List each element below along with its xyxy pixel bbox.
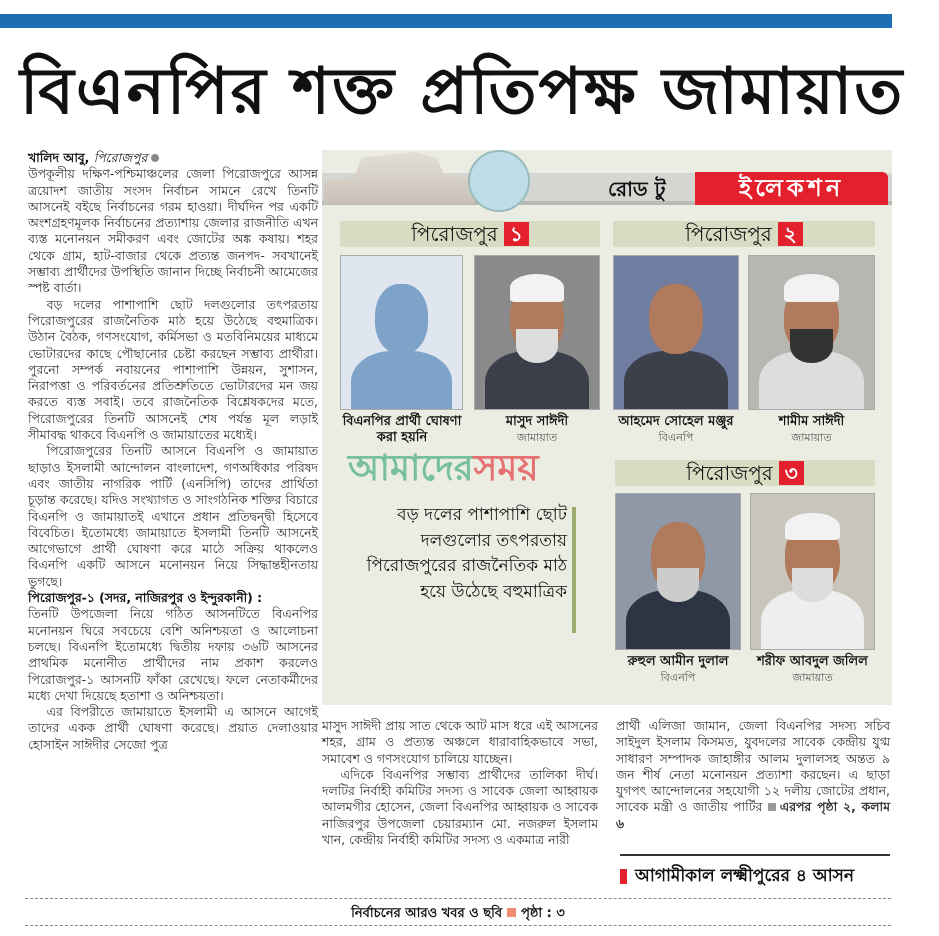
candidate-name: মাসুদ সাঈদী <box>505 414 569 429</box>
seat-name: পিরোজপুর <box>411 222 498 246</box>
candidate-name: বিএনপির প্রার্থী ঘোষণা করা হয়নি <box>342 414 462 445</box>
right-column <box>616 718 890 832</box>
top-color-bar <box>0 14 892 28</box>
footer-more-news[interactable] <box>25 904 891 925</box>
candidate-party: জামায়াত <box>791 431 832 444</box>
candidate-photo <box>615 493 741 650</box>
watermark-part: সময় <box>473 448 539 489</box>
seat-number: ২ <box>778 222 803 246</box>
candidate-card <box>474 414 600 445</box>
byline-author: খালিদ আবু, <box>28 150 90 165</box>
candidate-party: বিএনপি <box>658 431 694 444</box>
paragraph: মাসুদ সাঈদী প্রায় সাত থেকে আট মাস ধরে এই আসনের শহর, গ্রাম ও প্রত্যন্ত অঞ্চলে ধারাবাহিকভাবে সভা, সমাবেশ ও গণসংযোগ চালিয়ে যাচ্ছেন। <box>322 718 598 766</box>
byline <box>28 150 318 166</box>
candidate-name: রুহুল আমীন দুলাল <box>627 654 729 669</box>
divider <box>25 898 891 899</box>
seat-header-3 <box>615 460 875 486</box>
seat-header-2 <box>613 221 875 247</box>
left-column <box>28 150 318 753</box>
byline-place: পিরোজপুর <box>93 150 148 165</box>
watermark-logo <box>348 446 593 492</box>
candidate-photo-placeholder <box>340 255 463 410</box>
paragraph: তিনটি উপজেলা নিয়ে গঠিত আসনটিতে বিএনপির মনোনয়ন ঘিরে সবচেয়ে বেশি অনিশ্চয়তা ও আলোচনা চলছে। বিএনপি ইতোমধ্যে দ্বিতীয় দফায় ৩৬টি আসনের প্রাথমিক মনোনীত প্রার্থীদের নাম প্রকাশ করলেও পিরোজপুর-১ আসনটি ফাঁকা রেখেছে। ফলে নেতাকর্মীদের মধ্যে দেখা দিয়েছে হতাশা ও অনিশ্চয়তা। <box>28 606 318 703</box>
seat-name: পিরোজপুর <box>686 461 773 485</box>
paragraph: এর বিপরীতে জামায়াতে ইসলামী এ আসনে আগেই তাদের একক প্রার্থী ঘোষণা করেছে। প্রয়াত দেলাওয়ার হোসাইন সাঈদীর সেজো পুত্র <box>28 704 318 752</box>
candidate-photo <box>613 255 739 410</box>
paragraph: উপকূলীয় দক্ষিণ-পশ্চিমাঞ্চলের জেলা পিরোজপুরে আসন্ন ত্রয়োদশ জাতীয় সংসদ নির্বাচন সামনে রেখে তিনটি আসনেই বইছে নির্বাচনের গরম হাওয়া। দীর্ঘদিন পর একটি অংশগ্রহণমূলক নির্বাচনের প্রত্যাশায় জেলার রাজনীতি এখন ব্যস্ত মনোনয়ন সমীকরণ এবং জোটের অঙ্ক কষায়। শহর থেকে গ্রাম, হাট-বাজার থেকে প্রত্যন্ত জনপদ- সবখানেই সম্ভাব্য প্রার্থীদের উপস্থিতি জানান দিচ্ছে নির্বাচনী আমেজের স্পষ্ট বার্তা। <box>28 166 318 296</box>
candidate-name: আহমেদ সোহেল মঞ্জুর <box>618 414 734 429</box>
candidate-party: বিএনপি <box>660 671 696 684</box>
continued-text[interactable]: এরপর পৃষ্ঠা ২, কলাম ৬ <box>616 799 890 831</box>
footer-text: নির্বাচনের আরও খবর ও ছবি <box>351 906 503 921</box>
seat-number: ৩ <box>779 461 804 485</box>
watermark-part: আমাদের <box>348 448 474 489</box>
paragraph: পিরোজপুরের তিনটি আসনে বিএনপি ও জামায়াত ছাড়াও ইসলামী আন্দোলন বাংলাদেশ, গণঅধিকার পরিষদ এবং জাতীয় নাগরিক পার্টি (এনসিপি) তাদের প্রার্থিতা চূড়ান্ত করেছে। যদিও সংখ্যাগত ও সাংগঠনিক শক্তির বিচারে বিএনপি ও জামায়াতই এখানে প্রধান প্রতিদ্বন্দ্বী হিসেবে বিবেচিত। ইতোমধ্যে জামায়াতে ইসলামী তিনটি আসনেই আগেভাগে প্রার্থী ঘোষণা করে মাঠে সক্রিয় থাকলেও বিএনপি একটি আসনে মনোনয়ন নিয়ে সিদ্ধান্তহীনতায় ভুগছে। <box>28 443 318 589</box>
candidate-card <box>750 654 875 685</box>
candidate-name: শরীফ আবদুল জলিল <box>757 654 868 669</box>
paragraph: এদিকে বিএনপির সম্ভাব্য প্রার্থীদের তালিকা দীর্ঘ। দলটির নির্বাহী কমিটির সদস্য ও সাবেক জেলা আহ্বায়ক আলমগীর হোসেন, জেলা বিএনপির আহ্বায়ক ও সাবেক নাজিরপুর উপজেলা চেয়ারম্যান মো. নজরুল ইসলাম খান, কেন্দ্রীয় নির্বাহী কমিটির সদস্য ও একমাত্র নারী <box>322 766 598 848</box>
tomorrow-teaser <box>620 854 890 891</box>
candidate-photo <box>474 255 600 410</box>
candidate-party: জামায়াত <box>516 431 558 444</box>
square-marker-icon <box>507 908 516 917</box>
seat-name: পিরোজপুর <box>685 222 772 246</box>
divider <box>25 925 891 926</box>
candidate-name: শামীম সাঈদী <box>778 414 845 429</box>
candidate-photo <box>748 255 875 410</box>
footer-page: পৃষ্ঠা : ৩ <box>521 906 565 921</box>
subheading: পিরোজপুর-১ (সদর, নাজিরপুর ও ইন্দুরকানী) : <box>28 590 263 606</box>
pull-quote: বড় দলের পাশাপাশি ছোট দলগুলোর তৎপরতায় পিরোজপুরের রাজনৈতিক মাঠ হয়ে উঠেছে বহুমাত্রিক <box>366 505 567 602</box>
bullet-icon <box>151 154 159 162</box>
headline: বিএনপির শক্ত প্রতিপক্ষ জামায়াত <box>20 54 905 129</box>
candidate-party: জামায়াত <box>792 671 833 684</box>
candidate-photo <box>750 493 875 650</box>
candidate-card <box>613 414 739 445</box>
road-to-label: রোড টু <box>608 177 666 201</box>
tomorrow-text: আগামীকাল লক্ষ্মীপুরের ৪ আসন <box>635 866 855 886</box>
election-label: ইলেকশন <box>695 172 888 205</box>
paragraph: বড় দলের পাশাপাশি ছোট দলগুলোর তৎপরতায় পিরোজপুরের রাজনৈতিক মাঠ হয়ে উঠেছে বহুমাত্রিক। উঠান বৈঠক, গণসংযোগ, কর্মিসভা ও মতবিনিময়ের মাধ্যমে ভোটারদের কাছে পৌছানোর চেষ্টা করছেন সম্ভাব্য প্রার্থীরা। পুরনো সম্পর্ক নবায়নের পাশাপাশি উন্নয়ন, সুশাসন, নিরাপত্তা ও পরিবর্তনের প্রতিশ্রুতিতে ভোটারদের মন জয় করতে ব্যস্ত সবাই। তবে রাজনৈতিক বিশ্লেষকদের মতে, পিরোজপুরের তিনটি আসনেই শেষ পর্যন্ত মূল লড়াই সীমাবদ্ধ থাকবে বিএনপি ও জামায়াতের মধ্যেই। <box>28 296 318 443</box>
square-marker-icon <box>620 869 627 884</box>
ballot-box-icon <box>468 150 530 212</box>
seat-number: ১ <box>504 222 529 246</box>
paragraph: প্রার্থী এলিজা জামান, জেলা বিএনপির সদস্য সচিব সাইদুল ইসলাম কিসমত, যুবদলের সাবেক কেন্দ্রীয় যুগ্ম সাধারণ সম্পাদক জাহাঙ্গীর আলম দুলালসহ অন্তত ৯ জন শীর্ষ নেতা মনোনয়ন প্রত্যাশা করছেন। এ ছাড়া যুগপৎ আন্দোলনের সহযোগী ১২ দলীয় জোটের প্রধান, সাবেক মন্ত্রী ও জাতীয় পার্টির <box>616 718 890 815</box>
candidate-card <box>615 654 741 685</box>
middle-column <box>322 718 598 848</box>
seat-header-1 <box>340 221 600 247</box>
quote-bar <box>572 507 576 633</box>
candidate-card <box>748 414 875 445</box>
